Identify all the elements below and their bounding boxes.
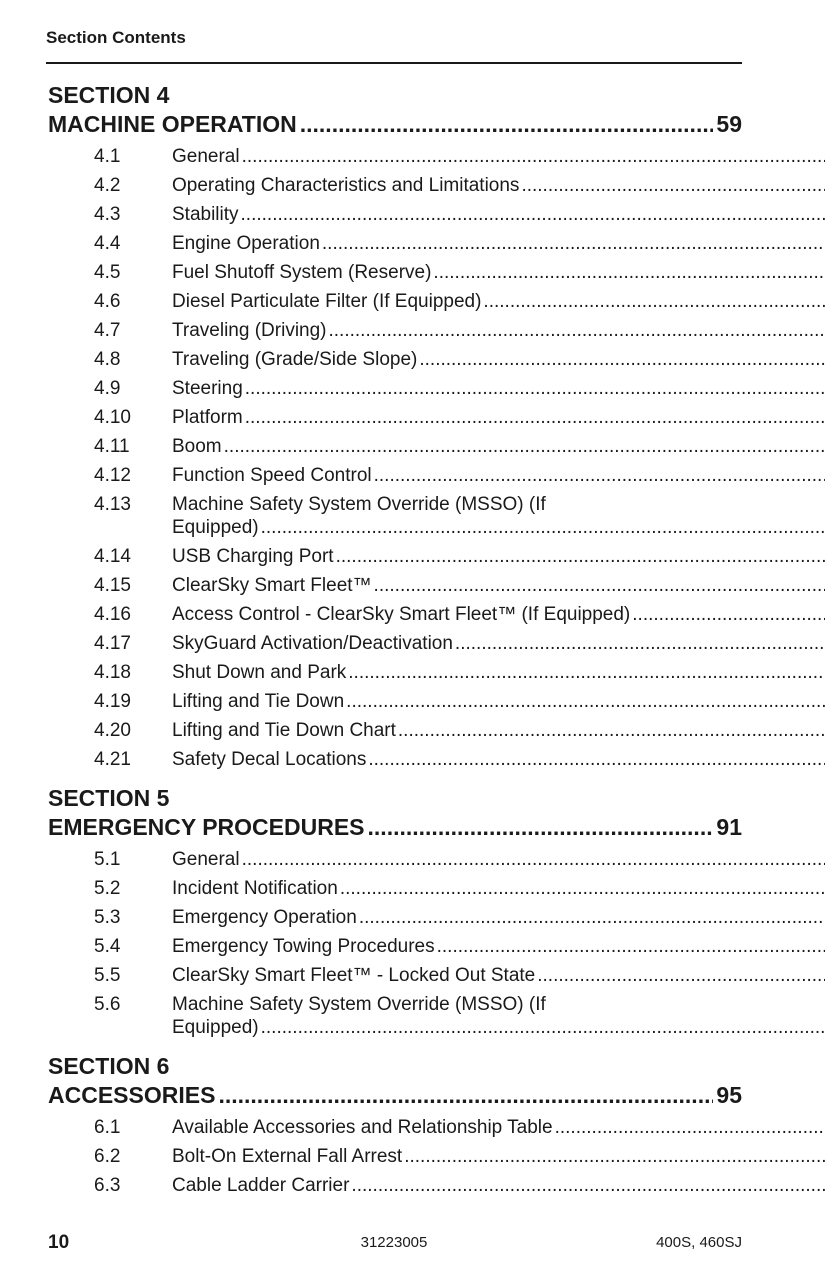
dot-leader [336, 545, 825, 568]
entry-title: Emergency Operation [172, 907, 357, 928]
entry-title: Lifting and Tie Down Chart [172, 720, 396, 741]
entry-title: Fuel Shutoff System (Reserve) [172, 262, 432, 283]
entry-number: 4.5 [94, 262, 121, 283]
entry-title: Traveling (Grade/Side Slope) [172, 349, 418, 370]
toc-entry[interactable] [46, 145, 742, 168]
dot-leader [242, 145, 825, 168]
entry-title: Equipped) [172, 517, 259, 538]
toc-entry[interactable] [46, 261, 742, 284]
entry-number: 4.9 [94, 378, 121, 399]
entry-number: 4.6 [94, 291, 121, 312]
entry-title: USB Charging Port [172, 546, 334, 567]
footer-model-names: 400S, 460SJ [656, 1234, 742, 1251]
entry-title: Machine Safety System Override (MSSO) (If [172, 994, 546, 1015]
section-title-link[interactable] [46, 812, 742, 842]
toc-entry[interactable] [46, 406, 742, 429]
dot-leader [261, 516, 825, 539]
toc-section [46, 785, 742, 1039]
dot-leader [261, 1016, 825, 1039]
footer-page-number: 10 [48, 1232, 70, 1253]
dot-leader [348, 661, 825, 684]
dot-leader [368, 748, 825, 771]
entry-number: 4.1 [94, 146, 121, 167]
dot-leader [245, 377, 825, 400]
dot-leader [368, 812, 714, 842]
toc-entry[interactable] [46, 174, 742, 197]
section-title: EMERGENCY PROCEDURES [48, 814, 365, 840]
entry-title: Incident Notification [172, 878, 338, 899]
section-title-link[interactable] [46, 109, 742, 139]
entry-number: 4.21 [94, 749, 131, 770]
section-title-link[interactable] [46, 1080, 742, 1110]
dot-leader [224, 435, 825, 458]
toc-entry[interactable] [46, 319, 742, 342]
dot-leader [346, 690, 825, 713]
dot-leader [374, 574, 825, 597]
dot-leader [483, 290, 825, 313]
toc-section [46, 82, 742, 771]
entry-title: General [172, 849, 240, 870]
toc-entry[interactable] [46, 290, 742, 313]
section-title: ACCESSORIES [48, 1082, 216, 1108]
dot-leader [300, 109, 714, 139]
dot-leader [374, 464, 825, 487]
toc-entry[interactable] [46, 435, 742, 458]
dot-leader [437, 935, 825, 958]
toc-entry[interactable] [46, 964, 742, 987]
section-number: SECTION 5 [48, 785, 170, 811]
entry-number: 5.2 [94, 878, 121, 899]
toc-entry[interactable] [46, 493, 742, 539]
dot-leader [455, 632, 825, 655]
dot-leader [241, 203, 825, 226]
toc-entry[interactable] [46, 603, 742, 626]
entry-number: 4.4 [94, 233, 121, 254]
section-page-number: 91 [716, 814, 742, 840]
section-number: SECTION 4 [48, 82, 170, 108]
page-header-title: Section Contents [46, 28, 186, 47]
section-title: MACHINE OPERATION [48, 111, 297, 137]
toc-entry[interactable] [46, 377, 742, 400]
entry-number: 4.16 [94, 604, 131, 625]
dot-leader [329, 319, 825, 342]
dot-leader [419, 348, 825, 371]
toc-entry[interactable] [46, 1116, 742, 1139]
entry-number: 4.18 [94, 662, 131, 683]
toc-entry[interactable] [46, 661, 742, 684]
toc-entry[interactable] [46, 993, 742, 1039]
entry-number: 4.2 [94, 175, 121, 196]
header-divider [46, 62, 742, 64]
entry-title: Available Accessories and Relationship Table [172, 1117, 553, 1138]
toc-entry[interactable] [46, 232, 742, 255]
entry-number: 4.10 [94, 407, 131, 428]
toc-entry[interactable] [46, 848, 742, 871]
entry-number: 5.5 [94, 965, 121, 986]
dot-leader [340, 877, 825, 900]
entry-number: 4.8 [94, 349, 121, 370]
entry-number: 5.6 [94, 994, 121, 1015]
entry-number: 4.13 [94, 494, 131, 515]
entry-title: Platform [172, 407, 243, 428]
dot-leader [245, 406, 825, 429]
entry-title: Machine Safety System Override (MSSO) (If [172, 494, 546, 515]
toc-entry[interactable] [46, 719, 742, 742]
entry-number: 4.14 [94, 546, 131, 567]
entry-title: Function Speed Control [172, 465, 372, 486]
entry-number: 6.2 [94, 1146, 121, 1167]
footer-document-number: 31223005 [360, 1234, 428, 1251]
entry-title: Emergency Towing Procedures [172, 936, 435, 957]
entry-title: Lifting and Tie Down [172, 691, 345, 712]
entry-title: Traveling (Driving) [172, 320, 327, 341]
entry-number: 6.3 [94, 1175, 121, 1196]
entry-number: 4.15 [94, 575, 131, 596]
entry-title: ClearSky Smart Fleet™ [172, 575, 372, 596]
dot-leader [404, 1145, 825, 1168]
entry-number: 4.17 [94, 633, 131, 654]
toc-entry[interactable] [46, 1174, 742, 1197]
entry-number: 4.20 [94, 720, 131, 741]
entry-title: Diesel Particulate Filter (If Equipped) [172, 291, 482, 312]
entry-title: ClearSky Smart Fleet™ - Locked Out State [172, 965, 536, 986]
toc-entry[interactable] [46, 690, 742, 713]
dot-leader [218, 1080, 713, 1110]
section-page-number: 95 [716, 1082, 742, 1108]
entry-title: SkyGuard Activation/Deactivation [172, 633, 453, 654]
entry-title: Access Control - ClearSky Smart Fleet™ (If Equipped) [172, 604, 631, 625]
entry-number: 5.1 [94, 849, 121, 870]
toc-section [46, 1053, 742, 1197]
entry-number: 4.7 [94, 320, 121, 341]
entry-title: Boom [172, 436, 222, 457]
entry-title: Steering [172, 378, 243, 399]
dot-leader [555, 1116, 825, 1139]
toc-entry[interactable] [46, 545, 742, 568]
entry-title: Shut Down and Park [172, 662, 347, 683]
dot-leader [521, 174, 825, 197]
page-footer [46, 1232, 742, 1254]
entry-number: 4.19 [94, 691, 131, 712]
entry-title: Equipped) [172, 1017, 259, 1038]
toc-entry[interactable] [46, 1145, 742, 1168]
toc-entry[interactable] [46, 464, 742, 487]
dot-leader [242, 848, 825, 871]
section-number: SECTION 6 [48, 1053, 170, 1079]
toc-entry[interactable] [46, 348, 742, 371]
table-of-contents [46, 82, 742, 1203]
toc-entry[interactable] [46, 935, 742, 958]
toc-entry[interactable] [46, 574, 742, 597]
dot-leader [351, 1174, 825, 1197]
entry-title: General [172, 146, 240, 167]
entry-number: 5.4 [94, 936, 121, 957]
dot-leader [398, 719, 825, 742]
entry-number: 6.1 [94, 1117, 121, 1138]
toc-entry[interactable] [46, 748, 742, 771]
toc-entry[interactable] [46, 877, 742, 900]
entry-number: 5.3 [94, 907, 121, 928]
toc-entry[interactable] [46, 906, 742, 929]
dot-leader [537, 964, 825, 987]
dot-leader [433, 261, 825, 284]
entry-number: 4.12 [94, 465, 131, 486]
toc-entry[interactable] [46, 632, 742, 655]
entry-title: Engine Operation [172, 233, 320, 254]
dot-leader [632, 603, 825, 626]
entry-number: 4.11 [94, 436, 130, 457]
entry-title: Safety Decal Locations [172, 749, 367, 770]
entry-title: Stability [172, 204, 239, 225]
dot-leader [359, 906, 825, 929]
entry-title: Cable Ladder Carrier [172, 1175, 350, 1196]
entry-number: 4.3 [94, 204, 121, 225]
toc-entry[interactable] [46, 203, 742, 226]
entry-title: Operating Characteristics and Limitations [172, 175, 520, 196]
entry-title: Bolt-On External Fall Arrest [172, 1146, 403, 1167]
section-page-number: 59 [716, 111, 742, 137]
dot-leader [322, 232, 825, 255]
